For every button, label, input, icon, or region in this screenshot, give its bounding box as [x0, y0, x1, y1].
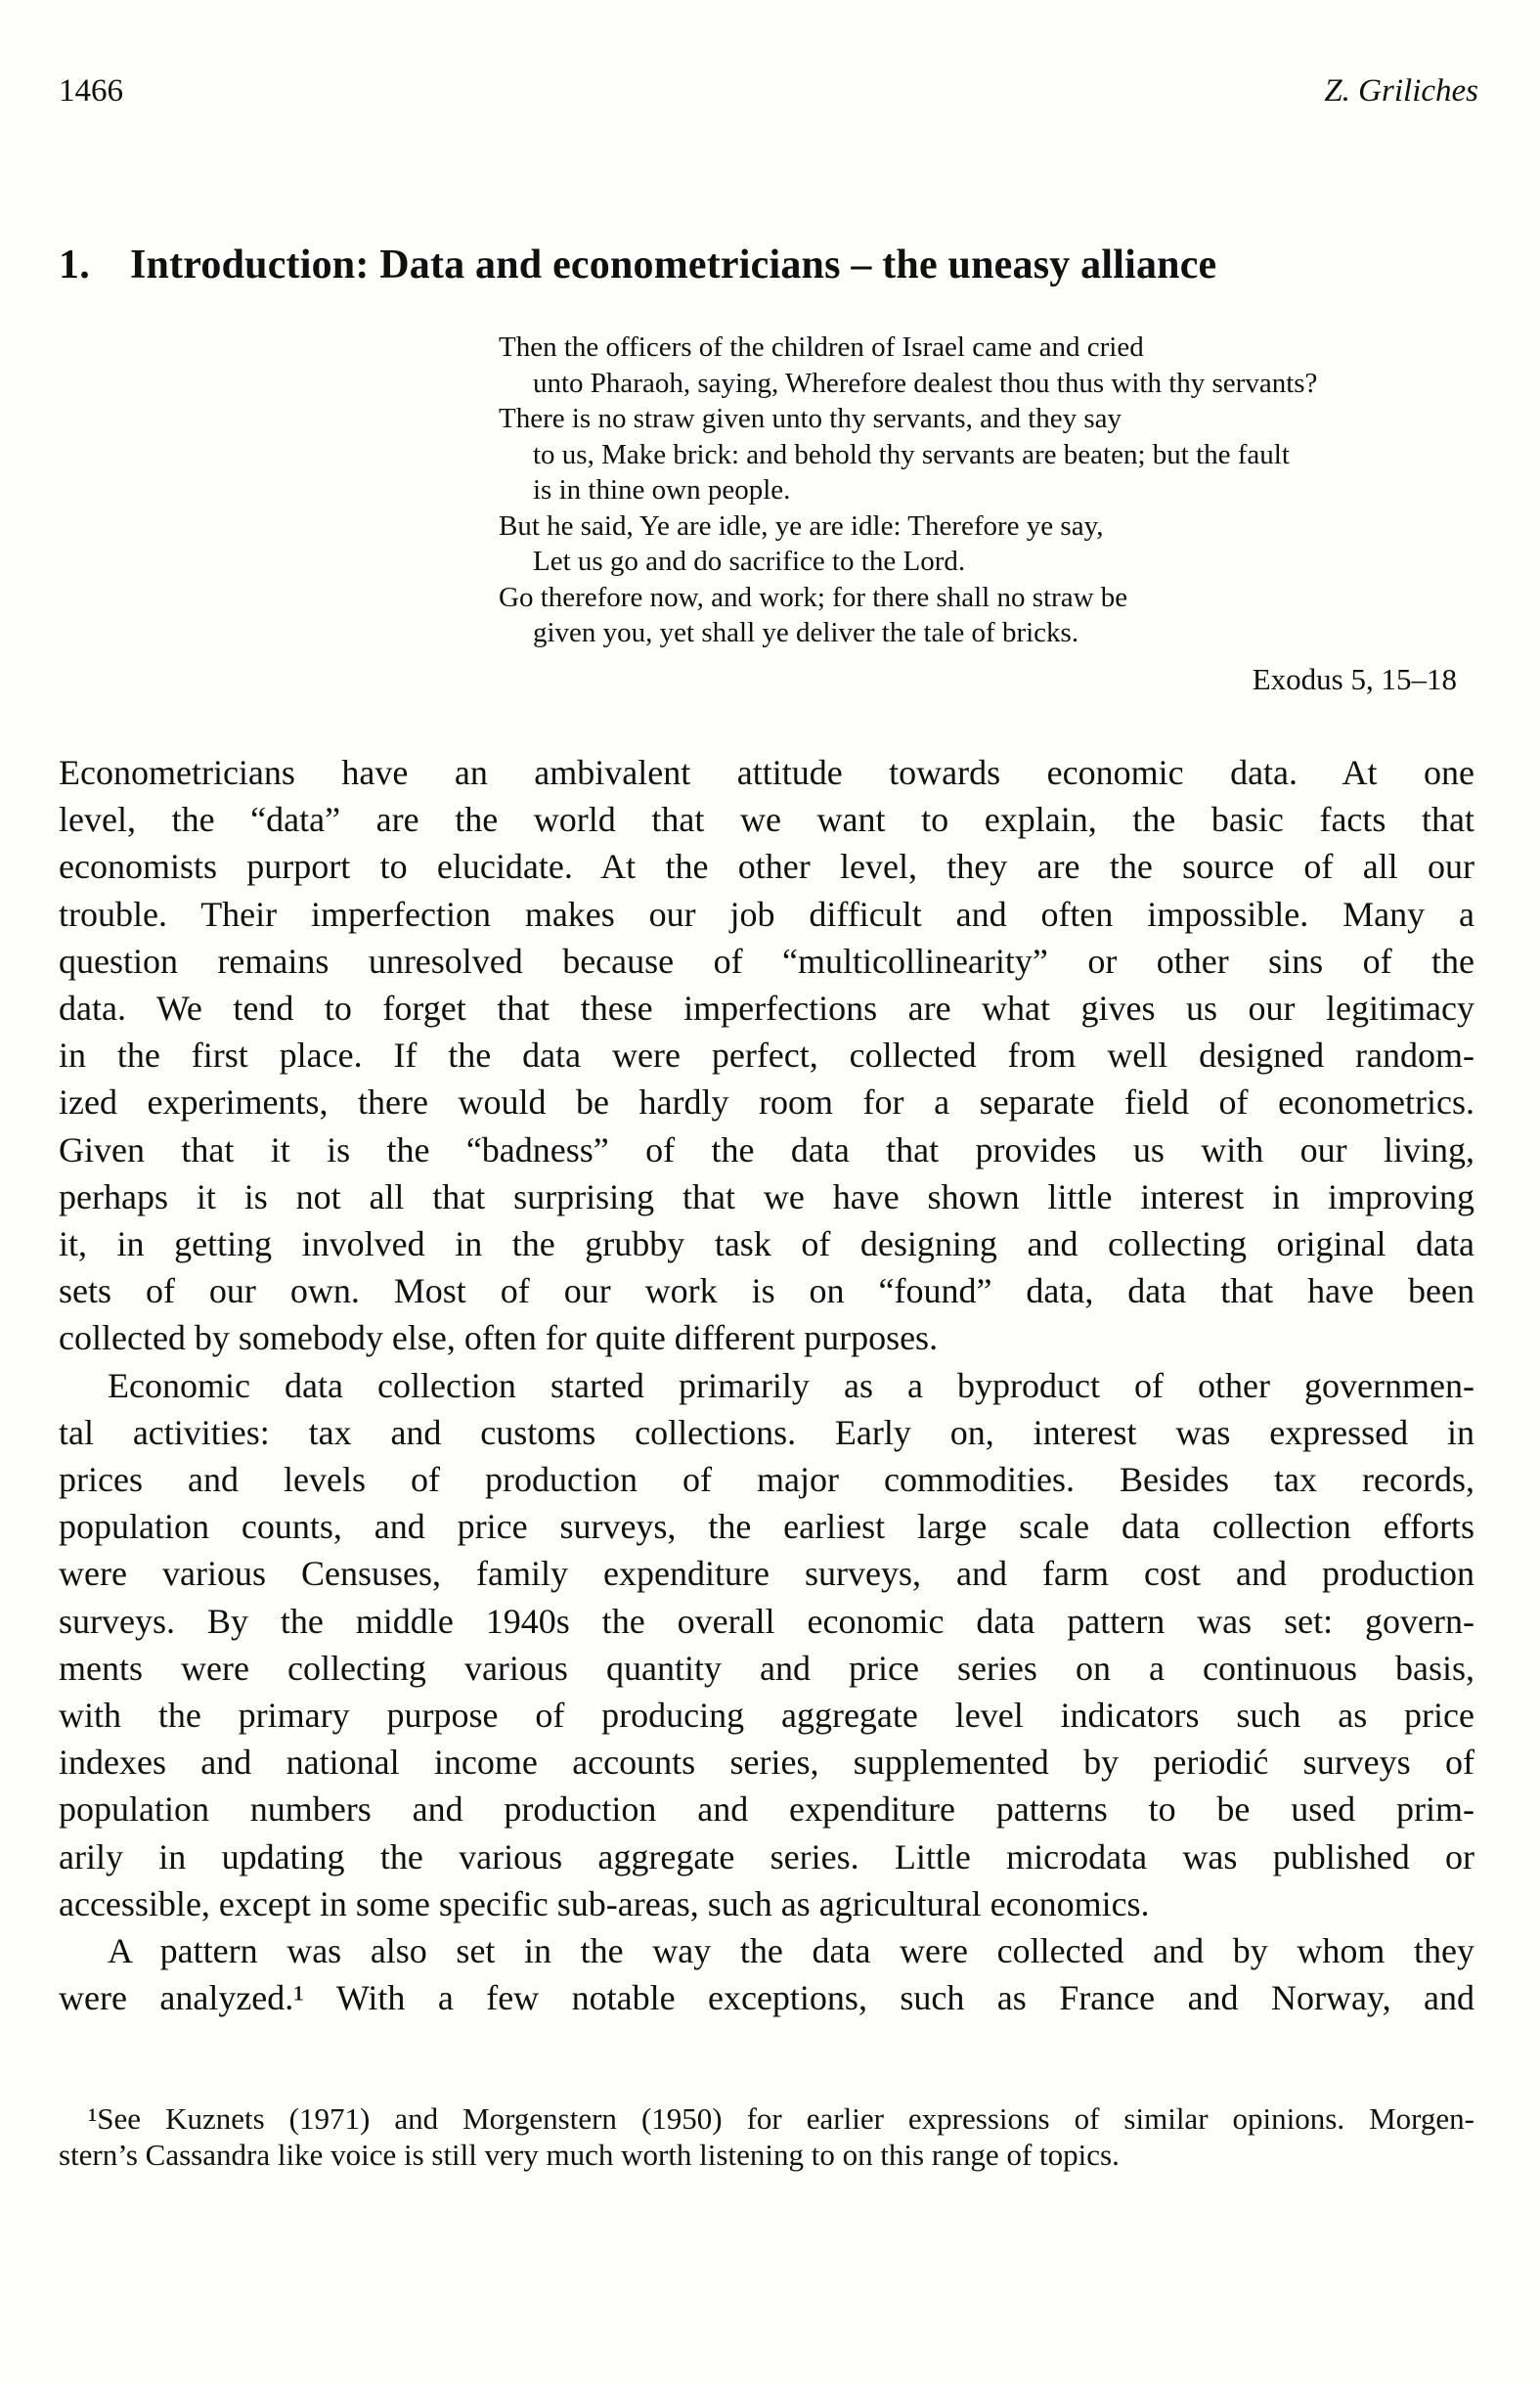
body-line: A pattern was also set in the way the data were collected and by whom they	[108, 1931, 1474, 1971]
page-number: 1466	[59, 73, 123, 109]
body-line: trouble. Their imperfection makes our job difficult and often impossible. Many a	[59, 894, 1474, 934]
epigraph-line: There is no straw given unto thy servants, and they say	[499, 403, 1122, 434]
epigraph-line: Let us go and do sacrifice to the Lord.	[533, 546, 966, 577]
body-text	[59, 749, 1474, 2021]
epigraph-source: Exodus 5, 15–18	[1252, 662, 1457, 696]
paragraph-1	[59, 749, 1474, 1362]
body-line: population counts, and price surveys, the earliest large scale data collection efforts	[59, 1507, 1474, 1547]
body-line: tal activities: tax and customs collections. Early on, interest was expressed in	[59, 1412, 1474, 1452]
footnote-line: ¹See Kuznets (1971) and Morgenstern (1950) for earlier expressions of similar opinions. Morgen-	[88, 2101, 1474, 2136]
body-line: Economic data collection started primarily as a byproduct of other governmen-	[108, 1365, 1474, 1405]
body-line: ized experiments, there would be hardly room for a separate field of econometrics.	[59, 1082, 1474, 1123]
section-title: Introduction: Data and econometricians – the uneasy alliance	[130, 243, 1217, 287]
body-line: ments were collecting various quantity and price series on a continuous basis,	[59, 1648, 1474, 1688]
body-line: in the first place. If the data were perfect, collected from well designed random-	[59, 1036, 1474, 1076]
body-line: indexes and national income accounts series, supplemented by periodić surveys of	[59, 1743, 1474, 1783]
body-line: were analyzed.¹ With a few notable exceptions, such as France and Norway, and	[59, 1978, 1474, 2018]
body-line: question remains unresolved because of “multicollinearity” or other sins of the	[59, 941, 1474, 981]
body-line: sets of our own. Most of our work is on “found” data, data that have been	[59, 1271, 1474, 1311]
running-header	[59, 72, 1478, 110]
body-line: were various Censuses, family expenditure surveys, and farm cost and production	[59, 1554, 1474, 1594]
section-heading	[59, 241, 1478, 289]
epigraph-quote	[499, 330, 1476, 651]
epigraph-line: Then the officers of the children of Israel came and cried	[499, 331, 1144, 363]
body-line: economists purport to elucidate. At the other level, they are the source of all our	[59, 847, 1474, 887]
epigraph-attribution	[499, 661, 1457, 698]
body-line: surveys. By the middle 1940s the overall economic data pattern was set: govern-	[59, 1601, 1474, 1641]
body-line: with the primary purpose of producing aggregate level indicators such as price	[59, 1696, 1474, 1736]
epigraph-line: is in thine own people.	[533, 474, 791, 506]
section-number: 1.	[59, 243, 90, 287]
body-line: prices and levels of production of major commodities. Besides tax records,	[59, 1460, 1474, 1500]
body-line: accessible, except in some specific sub-areas, such as agricultural economics.	[59, 1883, 1150, 1923]
epigraph-line: given you, yet shall ye deliver the tale of bricks.	[533, 617, 1079, 648]
paragraph-2	[59, 1362, 1474, 1927]
footnote	[59, 2100, 1474, 2173]
paragraph-3	[59, 1927, 1474, 2021]
body-line: level, the “data” are the world that we want to explain, the basic facts that	[59, 800, 1474, 840]
running-author: Z. Griliches	[1324, 73, 1478, 109]
epigraph-line: unto Pharaoh, saying, Wherefore dealest thou thus with thy servants?	[533, 367, 1318, 399]
body-line: perhaps it is not all that surprising that we have shown little interest in improving	[59, 1176, 1474, 1216]
body-line: collected by somebody else, often for quite different purposes.	[59, 1318, 939, 1358]
body-line: Econometricians have an ambivalent attitude towards economic data. At one	[59, 753, 1474, 792]
epigraph-line: But he said, Ye are idle, ye are idle: Therefore ye say,	[499, 509, 1104, 542]
body-line: population numbers and production and expenditure patterns to be used prim-	[59, 1789, 1474, 1830]
body-line: arily in updating the various aggregate series. Little microdata was published or	[59, 1836, 1474, 1876]
epigraph-line: Go therefore now, and work; for there shall no straw be	[499, 581, 1128, 613]
body-line: Given that it is the “badness” of the data that provides us with our living,	[59, 1129, 1474, 1170]
footnote-line: stern’s Cassandra like voice is still very much worth listening to on this range of topics.	[59, 2138, 1120, 2172]
body-line: data. We tend to forget that these imperfections are what gives us our legitimacy	[59, 989, 1474, 1029]
body-line: it, in getting involved in the grubby task of designing and collecting original data	[59, 1224, 1474, 1264]
epigraph-line: to us, Make brick: and behold thy servants are beaten; but the fault	[533, 438, 1290, 470]
